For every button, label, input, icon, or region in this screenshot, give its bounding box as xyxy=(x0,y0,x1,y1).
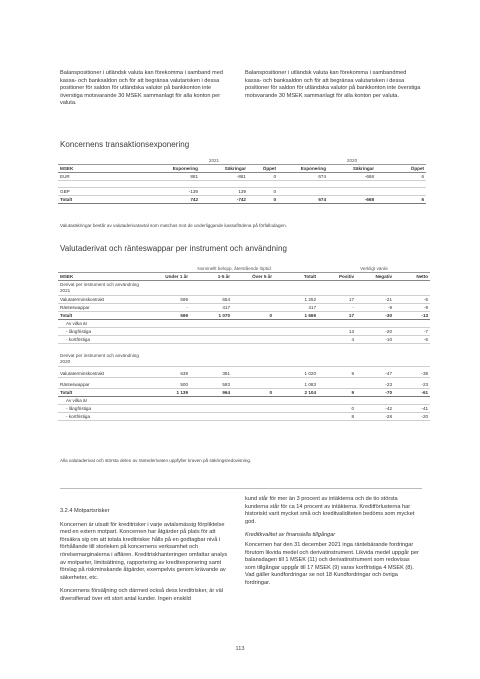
column-header: Netto xyxy=(394,273,430,281)
intro-paragraph-left xyxy=(60,70,232,108)
total-row xyxy=(58,196,426,204)
table-cell xyxy=(232,396,274,404)
table-cell: 139 xyxy=(200,188,248,196)
table-cell: 1 083 xyxy=(274,377,318,388)
exposure-header-row xyxy=(58,165,426,173)
table-row xyxy=(58,296,430,304)
table-cell: 0 xyxy=(232,388,274,396)
table-cell: 4 xyxy=(318,336,356,344)
column-header: Säkringar xyxy=(200,165,248,173)
total-row xyxy=(58,312,430,320)
table-row xyxy=(58,188,426,196)
table-cell: -10 xyxy=(356,336,394,344)
column-header: Positiv xyxy=(318,273,356,281)
credit-heading: 3.2.4 Motpartsrisker xyxy=(60,508,110,514)
table-cell: GBP xyxy=(58,188,150,196)
table-row xyxy=(58,377,430,388)
derivatives-group-row xyxy=(58,265,430,273)
table-cell xyxy=(200,181,248,188)
table-cell: -42 xyxy=(356,404,394,412)
table-cell: -7 xyxy=(394,328,430,336)
section-divider xyxy=(60,488,422,489)
table-cell: 583 xyxy=(190,377,232,388)
table-cell xyxy=(394,320,430,328)
empty-cell xyxy=(394,281,430,296)
column-header: Öppet xyxy=(376,165,426,173)
table-cell: 0 xyxy=(248,188,278,196)
table-cell xyxy=(190,328,232,336)
table-cell: -9 xyxy=(394,304,430,312)
table-cell: 0 xyxy=(232,312,274,320)
section-label-row xyxy=(58,352,430,367)
section-label: Derivat per instrument och användning 2021 xyxy=(58,281,150,296)
sub-row xyxy=(58,328,430,336)
table-cell xyxy=(274,320,318,328)
empty-cell xyxy=(274,281,318,296)
table-row xyxy=(58,304,430,312)
table-cell: - långfristiga xyxy=(58,404,150,412)
table-cell: -20 xyxy=(356,328,394,336)
table-cell: -23 xyxy=(394,377,430,388)
table-cell: 0 xyxy=(318,404,356,412)
table-cell: 639 xyxy=(150,366,190,377)
credit-left-p2: Koncernens försäljning och därmed också dess kreditrisker, är väl diversifierad över ett stort antal kunder. Ingen enskild xyxy=(60,588,223,602)
intro-right-text: Balanspositioner i utländsk valuta kan förekomma i sambandmed kassa- och banksaldon och för att begränsa valutarisken i dessa positioner för saldon för utländska valutor på bankkonton inte överstiga motsvarande 30 MSEK sammanlagt för alla konton per valuta. xyxy=(245,70,421,99)
table-cell: 8 xyxy=(318,412,356,420)
table-cell: 742 xyxy=(150,196,200,204)
table-cell: Totalt xyxy=(58,312,150,320)
table-cell xyxy=(232,412,274,420)
table-cell xyxy=(232,296,274,304)
spacer xyxy=(58,344,430,352)
derivatives-group-nominal: Nominellt belopp, återstående löptid xyxy=(150,265,318,273)
table-cell: 654 xyxy=(190,296,232,304)
table-row xyxy=(58,366,430,377)
table-cell: -38 xyxy=(394,366,430,377)
table-cell: Valutaterminskontrakt xyxy=(58,296,150,304)
spacer-row xyxy=(58,344,430,352)
table-cell xyxy=(58,181,150,188)
empty-cell xyxy=(150,281,190,296)
table-cell xyxy=(376,181,426,188)
table-cell xyxy=(232,336,274,344)
table-cell xyxy=(274,412,318,420)
table-row xyxy=(58,173,426,181)
credit-right-column xyxy=(245,496,421,588)
table-cell xyxy=(232,304,274,312)
table-cell: Totalt xyxy=(58,388,150,396)
section-label: Derivat per instrument och användning 2020 xyxy=(58,352,150,367)
table-cell: -6 xyxy=(394,336,430,344)
table-cell xyxy=(150,181,200,188)
table-cell: 1 020 xyxy=(274,366,318,377)
intro-left-text: Balanspositioner i utländsk valuta kan förekomma i samband med kassa- och banksaldon och för att begränsa valutarisken i dessa positioner för saldon för utländska valutor på bankkonton inte överstiga motsvarande 30 MSEK sammanlagt för alla konton per valuta. xyxy=(60,70,223,107)
table-cell xyxy=(150,396,190,404)
table-cell: EUR xyxy=(58,173,150,181)
column-header: 1-5 år xyxy=(190,273,232,281)
column-header: MSEK xyxy=(58,273,150,281)
table-cell xyxy=(278,188,328,196)
table-cell xyxy=(274,404,318,412)
sub-row xyxy=(58,404,430,412)
table-cell: -23 xyxy=(356,377,394,388)
empty-cell xyxy=(232,352,274,367)
table-cell: 13 xyxy=(318,328,356,336)
column-header: Exponering xyxy=(278,165,328,173)
table-cell: - långfristiga xyxy=(58,328,150,336)
table-cell: 1 252 xyxy=(274,296,318,304)
table-cell xyxy=(318,396,356,404)
derivatives-body xyxy=(58,281,430,421)
exposure-body xyxy=(58,173,426,204)
column-header: Öppet xyxy=(248,165,278,173)
table-cell xyxy=(274,328,318,336)
empty-cell xyxy=(232,281,274,296)
sub-row xyxy=(58,336,430,344)
column-header: MSEK xyxy=(58,165,150,173)
empty-cell xyxy=(394,352,430,367)
table-cell: 1 669 xyxy=(274,312,318,320)
empty-cell xyxy=(356,352,394,367)
column-header: Över 5 år xyxy=(232,273,274,281)
table-cell xyxy=(318,377,356,388)
table-cell: -139 xyxy=(150,188,200,196)
table-cell: -47 xyxy=(356,366,394,377)
empty-cell xyxy=(190,281,232,296)
empty-cell xyxy=(356,281,394,296)
table-cell xyxy=(394,396,430,404)
table-cell xyxy=(232,320,274,328)
page-number: 113 xyxy=(235,646,245,652)
column-header: Exponering xyxy=(150,165,200,173)
table-cell: -70 xyxy=(356,388,394,396)
table-cell: -20 xyxy=(394,412,430,420)
empty-cell xyxy=(190,352,232,367)
table-cell: -668 xyxy=(328,196,376,204)
column-header: Under 1 år xyxy=(150,273,190,281)
derivatives-table xyxy=(58,265,430,421)
table-cell xyxy=(318,320,356,328)
table-cell xyxy=(232,366,274,377)
table-cell xyxy=(150,320,190,328)
exposure-year-row xyxy=(58,157,426,165)
table-cell: 2 104 xyxy=(274,388,318,396)
table-cell: -881 xyxy=(200,173,248,181)
table-cell: 9 xyxy=(318,388,356,396)
table-cell: 0 xyxy=(248,196,278,204)
table-cell xyxy=(150,336,190,344)
table-cell xyxy=(190,320,232,328)
table-cell: 599 xyxy=(150,296,190,304)
credit-right-p2: Koncernen har den 31 december 2021 inga räntebärande fordringar förutom likvida medel och derivatinstrument. Likvida medel uppgår per balansdagen till 1 MSEK (11) och derivatinstrument som redovisas som tillgångar uppgår till 17 MSEK (9) varav kortfristiga 4 MSEK (8). Vad gäller kundfordringar se not 18 Kundfordringar och övriga fordringar. xyxy=(245,541,419,586)
section-label-row xyxy=(58,281,430,296)
sub-row xyxy=(58,396,430,404)
table-cell xyxy=(190,404,232,412)
credit-right-p1: kund står för mer än 3 procent av intäkterna och de tio största kunderna står för ca 14 procent av intäkterna. Kreditförlusterna har historiskt varit mycket små och kreditvaliditeten bedöms som mycket god. xyxy=(245,496,415,525)
table-cell: -41 xyxy=(394,404,430,412)
table-cell: 17 xyxy=(318,312,356,320)
table-cell xyxy=(328,181,376,188)
table-cell xyxy=(190,412,232,420)
table-row xyxy=(58,181,426,188)
credit-quality-subheading: Kreditkvalitet av finansiella tillgångar xyxy=(245,532,336,539)
table-cell: -61 xyxy=(394,388,430,396)
column-header: Totalt xyxy=(274,273,318,281)
total-row xyxy=(58,388,430,396)
table-cell: 381 xyxy=(190,366,232,377)
table-cell: 674 xyxy=(278,196,328,204)
table-cell xyxy=(248,181,278,188)
table-cell: - kortfristiga xyxy=(58,336,150,344)
exposure-year-2021: 2021 xyxy=(150,157,278,165)
table-cell xyxy=(190,396,232,404)
table-cell: Ränteswappar xyxy=(58,304,150,312)
exposure-year-2020: 2020 xyxy=(278,157,426,165)
table-cell: 881 xyxy=(150,173,200,181)
table-cell xyxy=(190,336,232,344)
table-cell xyxy=(150,328,190,336)
table-cell xyxy=(274,396,318,404)
empty-cell xyxy=(274,352,318,367)
exposure-title: Koncernens transaktionsexponering xyxy=(60,140,190,149)
table-cell: 0 xyxy=(248,173,278,181)
table-cell: -28 xyxy=(356,412,394,420)
derivatives-header-row xyxy=(58,273,430,281)
table-cell: 500 xyxy=(150,377,190,388)
table-cell: - xyxy=(318,304,356,312)
table-cell: 17 xyxy=(318,296,356,304)
table-cell: -21 xyxy=(356,296,394,304)
empty-cell xyxy=(318,352,356,367)
table-cell xyxy=(356,396,394,404)
table-cell xyxy=(328,188,376,196)
column-header: Säkringar xyxy=(328,165,376,173)
exposure-note: Valutasäkringar består av valutaderivatavtal som matchas mot de underliggande kassaflödena på förfallodagen. xyxy=(60,223,287,228)
table-cell: Av vilka är xyxy=(58,396,150,404)
table-cell: -13 xyxy=(394,312,430,320)
table-cell: 964 xyxy=(190,388,232,396)
table-cell: -5 xyxy=(394,296,430,304)
table-cell xyxy=(150,412,190,420)
sub-row xyxy=(58,320,430,328)
table-cell xyxy=(232,404,274,412)
table-cell xyxy=(232,328,274,336)
table-cell: 1 139 xyxy=(150,388,190,396)
credit-left-p1: Koncernen är utsatt för kreditrisker i varje avtalsmässig förpliktelse med en extern motpart. Koncernen har åtgärder på plats för att försäkra sig om att totala kreditrisker hålls på en godtagbar nivå i förhållande till storleken på koncernens verksamhet och rörelsemarginalerna i affären. Kreditriskhanteringen omfattar analys av motparter, limitsättning, rapportering av kreditexponering samt förslag på riskminskande åtgärder, exempelvis genom krävande av säkerheter, etc. xyxy=(60,521,228,581)
table-cell: 6 xyxy=(376,196,426,204)
table-cell: 9 xyxy=(318,366,356,377)
table-cell xyxy=(376,188,426,196)
table-cell: Valutaterminskontrakt xyxy=(58,366,150,377)
table-cell: - xyxy=(150,304,190,312)
empty-cell xyxy=(318,281,356,296)
table-cell xyxy=(274,336,318,344)
table-cell xyxy=(278,181,328,188)
table-cell: - kortfristiga xyxy=(58,412,150,420)
table-cell: Av vilka är xyxy=(58,320,150,328)
table-cell: 6 xyxy=(376,173,426,181)
credit-left-column xyxy=(60,508,230,604)
table-cell xyxy=(356,320,394,328)
empty-cell xyxy=(150,352,190,367)
table-cell xyxy=(150,404,190,412)
derivatives-title: Valutaderivat och ränteswappar per instrument och användning xyxy=(60,244,287,253)
intro-paragraph-right xyxy=(245,70,421,100)
table-cell: 417 xyxy=(190,304,232,312)
sub-row xyxy=(58,412,430,420)
table-cell: 599 xyxy=(150,312,190,320)
table-cell: 417 xyxy=(274,304,318,312)
table-cell: -668 xyxy=(328,173,376,181)
exposure-table xyxy=(58,157,426,204)
table-cell: Totalt xyxy=(58,196,150,204)
table-cell: -9 xyxy=(356,304,394,312)
table-cell: Ränteswappar xyxy=(58,377,150,388)
derivatives-note: Alla valutaderivat och största delen av räntederivaten uppfyller kraven på säkringsredovisning. xyxy=(60,458,252,463)
table-cell: 674 xyxy=(278,173,328,181)
derivatives-group-fair: Verkligt värde xyxy=(318,265,430,273)
column-header: Negativ xyxy=(356,273,394,281)
table-cell: 1 070 xyxy=(190,312,232,320)
table-cell: -30 xyxy=(356,312,394,320)
table-cell xyxy=(232,377,274,388)
table-cell: -742 xyxy=(200,196,248,204)
